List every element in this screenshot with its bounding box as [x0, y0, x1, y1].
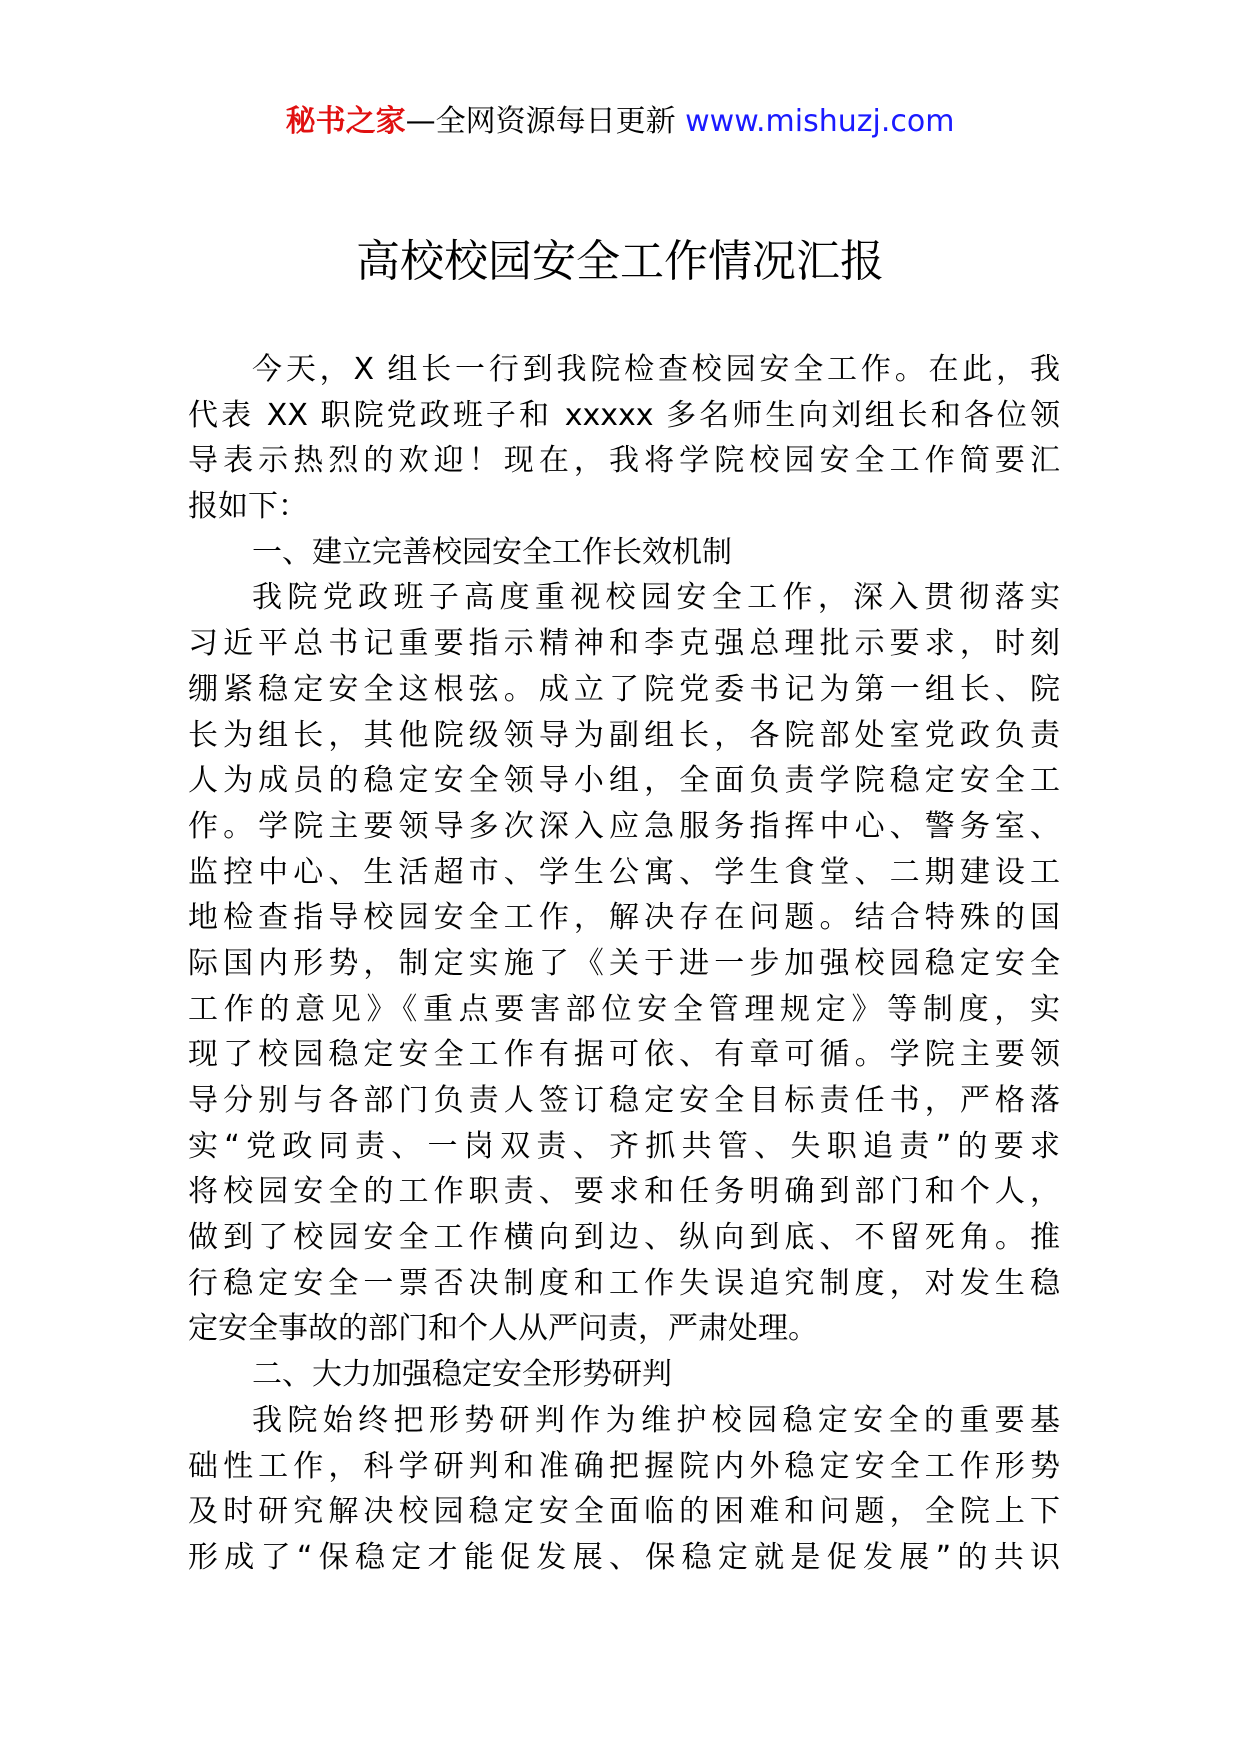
- body-line: 行稳定安全一票否决制度和工作失误追究制度，对发生稳: [188, 1265, 1060, 1301]
- document-body: [188, 347, 1060, 1581]
- body-line: 二、大力加强稳定安全形势研判: [252, 1357, 672, 1393]
- body-line: 一、建立完善校园安全工作长效机制: [252, 534, 732, 570]
- body-line: 监控中心、生活超市、学生公寓、学生食堂、二期建设工: [188, 854, 1060, 890]
- site-url-link[interactable]: www.mishuzj.com: [685, 104, 955, 139]
- site-brand: 秘书之家: [285, 104, 406, 139]
- site-header: [0, 102, 1240, 142]
- body-line: 定安全事故的部门和个人从严问责，严肃处理。: [188, 1311, 818, 1347]
- body-line: 人为成员的稳定安全领导小组，全面负责学院稳定安全工: [188, 763, 1060, 799]
- body-line: 我院始终把形势研判作为维护校园稳定安全的重要基: [252, 1402, 1060, 1438]
- body-line: 我院党政班子高度重视校园安全工作，深入贯彻落实: [252, 580, 1060, 616]
- body-line: 础性工作，科学研判和准确把握院内外稳定安全工作形势: [188, 1448, 1060, 1484]
- site-slogan: —全网资源每日更新: [405, 104, 686, 139]
- body-line: 导分别与各部门负责人签订稳定安全目标责任书，严格落: [188, 1083, 1060, 1118]
- body-line: 实“党政同责、一岗双责、齐抓共管、失职追责”的要求: [188, 1128, 1060, 1164]
- body-line: 绷紧稳定安全这根弦。成立了院党委书记为第一组长、院: [188, 671, 1060, 707]
- body-line: 及时研究解决校园稳定安全面临的困难和问题，全院上下: [188, 1494, 1060, 1530]
- body-line: 现了校园稳定安全工作有据可依、有章可循。学院主要领: [188, 1037, 1060, 1073]
- document-title: 高校校园安全工作情况汇报: [356, 236, 884, 287]
- body-line: 报如下：: [188, 489, 308, 525]
- body-line: 导表示热烈的欢迎！现在，我将学院校园安全工作简要汇: [188, 443, 1060, 479]
- body-line: 作。学院主要领导多次深入应急服务指挥中心、警务室、: [188, 808, 1060, 844]
- body-line: 长为组长，其他院级领导为副组长，各院部处室党政负责: [188, 717, 1060, 753]
- body-line: 将校园安全的工作职责、要求和任务明确到部门和个人，: [188, 1174, 1060, 1210]
- body-line: 际国内形势，制定实施了《关于进一步加强校园稳定安全: [188, 945, 1060, 981]
- body-line: 习近平总书记重要指示精神和李克强总理批示要求，时刻: [188, 626, 1060, 662]
- body-line: 地检查指导校园安全工作，解决存在问题。结合特殊的国: [188, 900, 1060, 936]
- body-line: 代表 XX 职院党政班子和 xxxxx 多名师生向刘组长和各位领: [188, 397, 1060, 433]
- body-line: 形成了“保稳定才能促发展、保稳定就是促发展”的共识: [188, 1539, 1060, 1575]
- body-line: 工作的意见》《重点要害部位安全管理规定》等制度，实: [188, 991, 1060, 1027]
- body-line: 做到了校园安全工作横向到边、纵向到底、不留死角。推: [188, 1220, 1060, 1256]
- body-line: 今天，X 组长一行到我院检查校园安全工作。在此，我: [252, 352, 1060, 387]
